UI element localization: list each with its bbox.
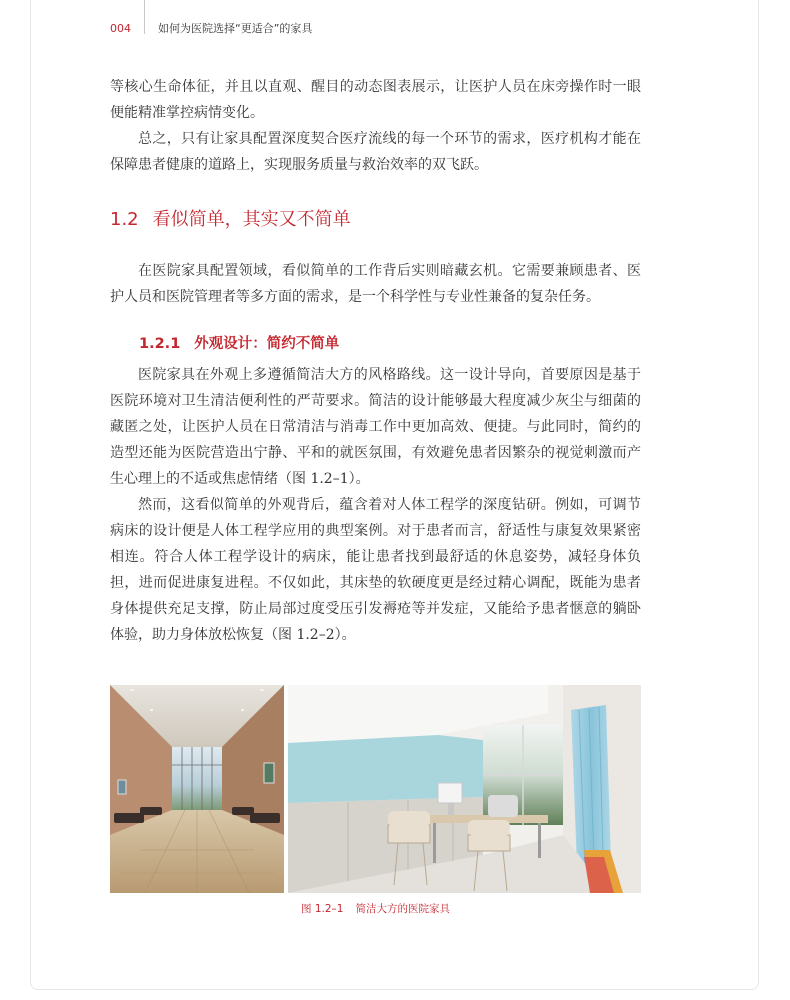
figure-caption-text: 简洁大方的医院家具 xyxy=(355,903,450,915)
paragraph: 然而，这看似简单的外观背后，蕴含着对人体工程学的深度钻研。例如，可调节病床的设计便是人体工程学应用的典型案例。对于患者而言，舒适性与康复效果紧密相连。符合人体工程学设计的病床，能让患者找到最舒适的休息姿势，减轻身体负担，进而促进康复进程。不仅如此，其床垫的软硬度更是经过精心调配，既能为患者身体提供充足支撑，防止局部过度受压引发褥疮等并发症，又能给予患者惬意的躺卧体验，助力身体放松恢复（图 1.2–2）。 xyxy=(110,497,641,643)
figure-caption xyxy=(110,901,641,916)
page-number: 004 xyxy=(110,21,131,35)
section-heading xyxy=(110,205,351,231)
paragraph: 医院家具在外观上多遵循简洁大方的风格路线。这一设计导向，首要原因是基于医院环境对卫生清洁便利性的严苛要求。简洁的设计能够最大程度减少灰尘与细菌的藏匿之处，让医护人员在日常清洁与消毒工作中更加高效、便捷。与此同时，简约的造型还能为医院营造出宁静、平和的就医氛围，有效避免患者因繁杂的视觉刺激而产生心理上的不适或焦虑情绪（图 1.2–1）。 xyxy=(110,367,641,487)
subsection-title: 外观设计：简约不简单 xyxy=(194,336,340,352)
section-number: 1.2 xyxy=(110,209,139,230)
consultation-room-photo xyxy=(288,685,641,893)
subsection-number: 1.2.1 xyxy=(139,336,181,352)
header-divider xyxy=(144,0,145,34)
paragraph: 等核心生命体征，并且以直观、醒目的动态图表展示，让医护人员在床旁操作时一眼便能精准掌控病情变化。 xyxy=(110,79,641,121)
section-title: 看似简单，其实又不简单 xyxy=(152,209,351,230)
section-text xyxy=(110,258,641,310)
lobby-photo xyxy=(110,685,284,893)
subsection-text xyxy=(110,362,641,648)
running-header xyxy=(110,18,140,38)
figure xyxy=(110,685,641,893)
paragraph: 总之，只有让家具配置深度契合医疗流线的每一个环节的需求，医疗机构才能在保障患者健康的道路上，实现服务质量与救治效率的双飞跃。 xyxy=(110,131,641,173)
subsection-heading xyxy=(139,332,339,353)
intro-text xyxy=(110,74,641,178)
figure-number: 图 1.2–1 xyxy=(301,903,344,915)
paragraph: 在医院家具配置领域，看似简单的工作背后实则暗藏玄机。它需要兼顾患者、医护人员和医院管理者等多方面的需求，是一个科学性与专业性兼备的复杂任务。 xyxy=(110,263,641,305)
running-title: 如何为医院选择“更适合”的家具 xyxy=(158,22,313,35)
